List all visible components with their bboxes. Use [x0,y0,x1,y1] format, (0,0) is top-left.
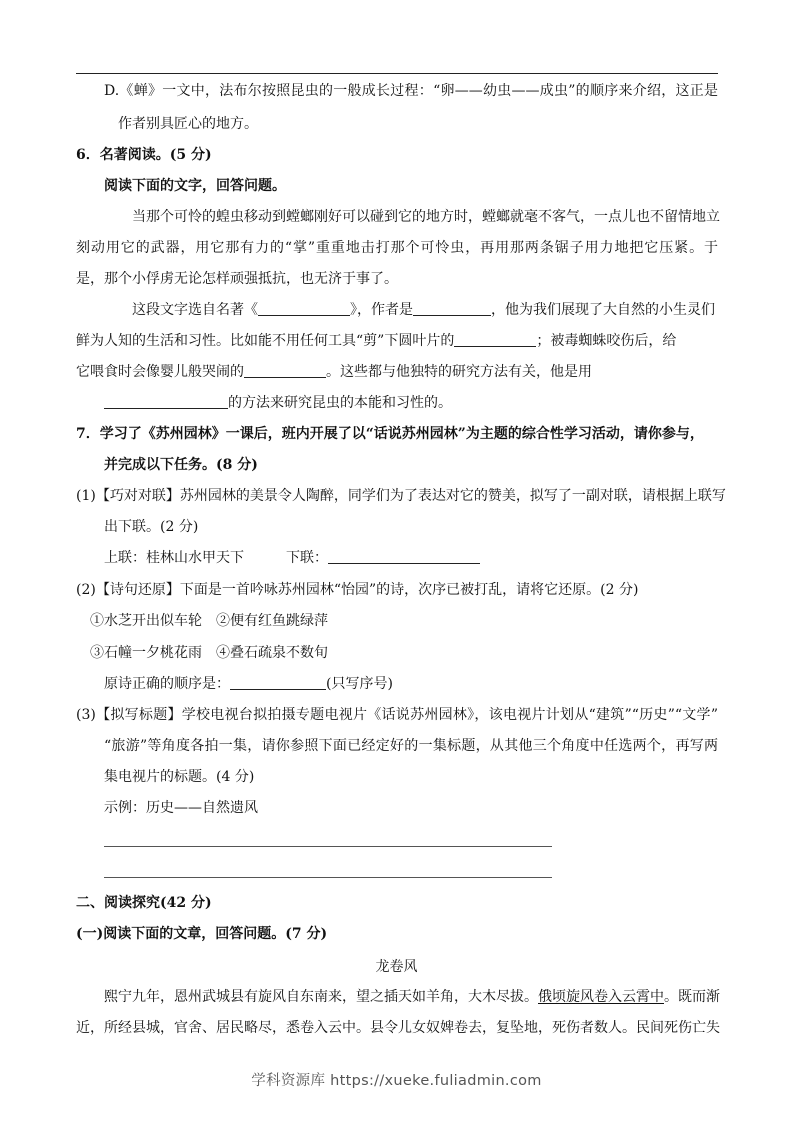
q7-p3-line1: (3)【拟写标题】学校电视台拟拍摄专题电视片《话说苏州园林》，该电视片计划从“建筑”“历史”“文学” [76,707,718,723]
q7-couplet-upper: 上联：桂林山水甲天下 [104,550,244,566]
q7-p1-line2: 出下联。(2 分) [104,519,199,535]
q6-fill-text-g: 。这些都与他独特的研究方法有关，他是用 [326,364,592,380]
article-para-line1 [104,987,720,1007]
q6-passage-line3: 是，那个小俘虏无论怎样顽强抵抗，也无济于事了。 [76,271,398,287]
q6-fill-text-h: 的方法来研究昆虫的本能和习性的。 [228,395,452,411]
q7-order-label: 原诗正确的顺序是： [104,676,230,692]
q7-p1-line1: (1)【巧对对联】苏州园林的美景令人陶醉，同学们为了表达对它的赞美，拟写了一副对联，请根据上联写 [76,488,726,504]
q7-couplet-lower [286,548,480,568]
q6-blank-insect1[interactable] [454,332,536,347]
article-title: 龙卷风 [375,959,418,975]
q7-p2-line1: (2)【诗句还原】下面是一首吟咏苏州园林“怡园”的诗，次序已被打乱，请将它还原。(2 分) [76,582,639,598]
q6-blank-book[interactable] [258,301,350,316]
q7-p3-line2: “旅游”等角度各拍一集，请你参照下面已经定好的一集标题，从其他三个角度中任选两个，再写两 [104,738,718,754]
article-para1-b: 。既而渐 [664,989,720,1005]
article-underlined-sentence: 俄顷旋风卷入云霄中 [538,989,664,1005]
q6-fill-text-f: 它喂食时会像婴儿般哭闹的 [76,364,244,380]
footer-watermark: 学科资源库 https://xueke.fuliadmin.com [251,1073,542,1089]
q7-poem-row1: ①水芝开出似车轮 ②便有红鱼跳绿萍 [90,613,328,629]
q7-poem-row2: ③石幢一夕桃花雨 ④叠石疏泉不数旬 [90,645,328,661]
option-d-line1: D.《蝉》一文中，法布尔按照昆虫的一般成长过程：“卵——幼虫——成虫”的顺序来介绍，这正是 [104,83,718,99]
q6-passage-line1: 当那个可怜的蝗虫移动到螳螂刚好可以碰到它的地方时，螳螂就毫不客气，一点儿也不留情地立 [132,209,720,225]
q7-order-blank[interactable] [230,675,326,690]
q6-blank-author[interactable] [413,301,491,316]
q6-fill-line3 [76,362,592,382]
q7-title-line2: 并完成以下任务。(8 分) [104,457,258,473]
q7-example: 示例：历史——自然遗风 [104,800,258,816]
q7-answer-line1[interactable] [104,846,552,847]
q7-title-line1: 7．学习了《苏州园林》一课后，班内开展了以“话说苏州园林”为主题的综合性学习活动，请你参与， [76,426,704,442]
q6-fill-line4 [104,393,452,413]
section2-sub: (一)阅读下面的文章，回答问题。(7 分) [76,926,328,942]
q7-order-hint: (只写序号) [326,676,393,692]
q7-couplet-lower-label: 下联： [286,550,328,566]
q6-fill-line1 [132,300,715,320]
q6-fill-line2 [76,331,676,351]
q7-order-line [104,674,393,694]
q6-instruction: 阅读下面的文字，回答问题。 [104,178,286,194]
section2-heading: 二、阅读探究(42 分) [76,895,212,911]
q6-blank-method[interactable] [104,394,228,409]
q6-passage-line2: 刻动用它的武器，用它那有力的“掌”重重地击打那个可怜虫，再用那两条锯子用力地把它压紧。于 [76,240,718,256]
article-para1-a: 熙宁九年，恩州武城县有旋风自东南来，望之插天如羊角，大木尽拔。 [104,989,538,1005]
q6-fill-text-a: 这段文字选自名著《 [132,302,258,318]
q6-fill-text-d: 鲜为人知的生活和习性。比如能不用任何工具“剪”下圆叶片的 [76,333,455,349]
q6-title: 6．名著阅读。(5 分) [76,147,212,163]
q6-fill-text-b: 》，作者是 [350,302,413,318]
q7-couplet-lower-blank[interactable] [328,549,480,564]
q6-fill-text-e: ；被毒蜘蛛咬伤后，给 [536,333,677,349]
article-para-line2: 近，所经县城，官舍、居民略尽，悉卷入云中。县令儿女奴婢卷去，复坠地，死伤者数人。民间死伤亡失 [76,1020,720,1036]
q7-answer-line2[interactable] [104,877,552,878]
header-rule [76,73,718,74]
q7-p3-line3: 集电视片的标题。(4 分) [104,769,255,785]
q6-fill-text-c: ，他为我们展现了大自然的小生灵们 [491,302,715,318]
option-d-line2: 作者别具匠心的地方。 [118,116,258,132]
q6-blank-insect2[interactable] [244,363,326,378]
